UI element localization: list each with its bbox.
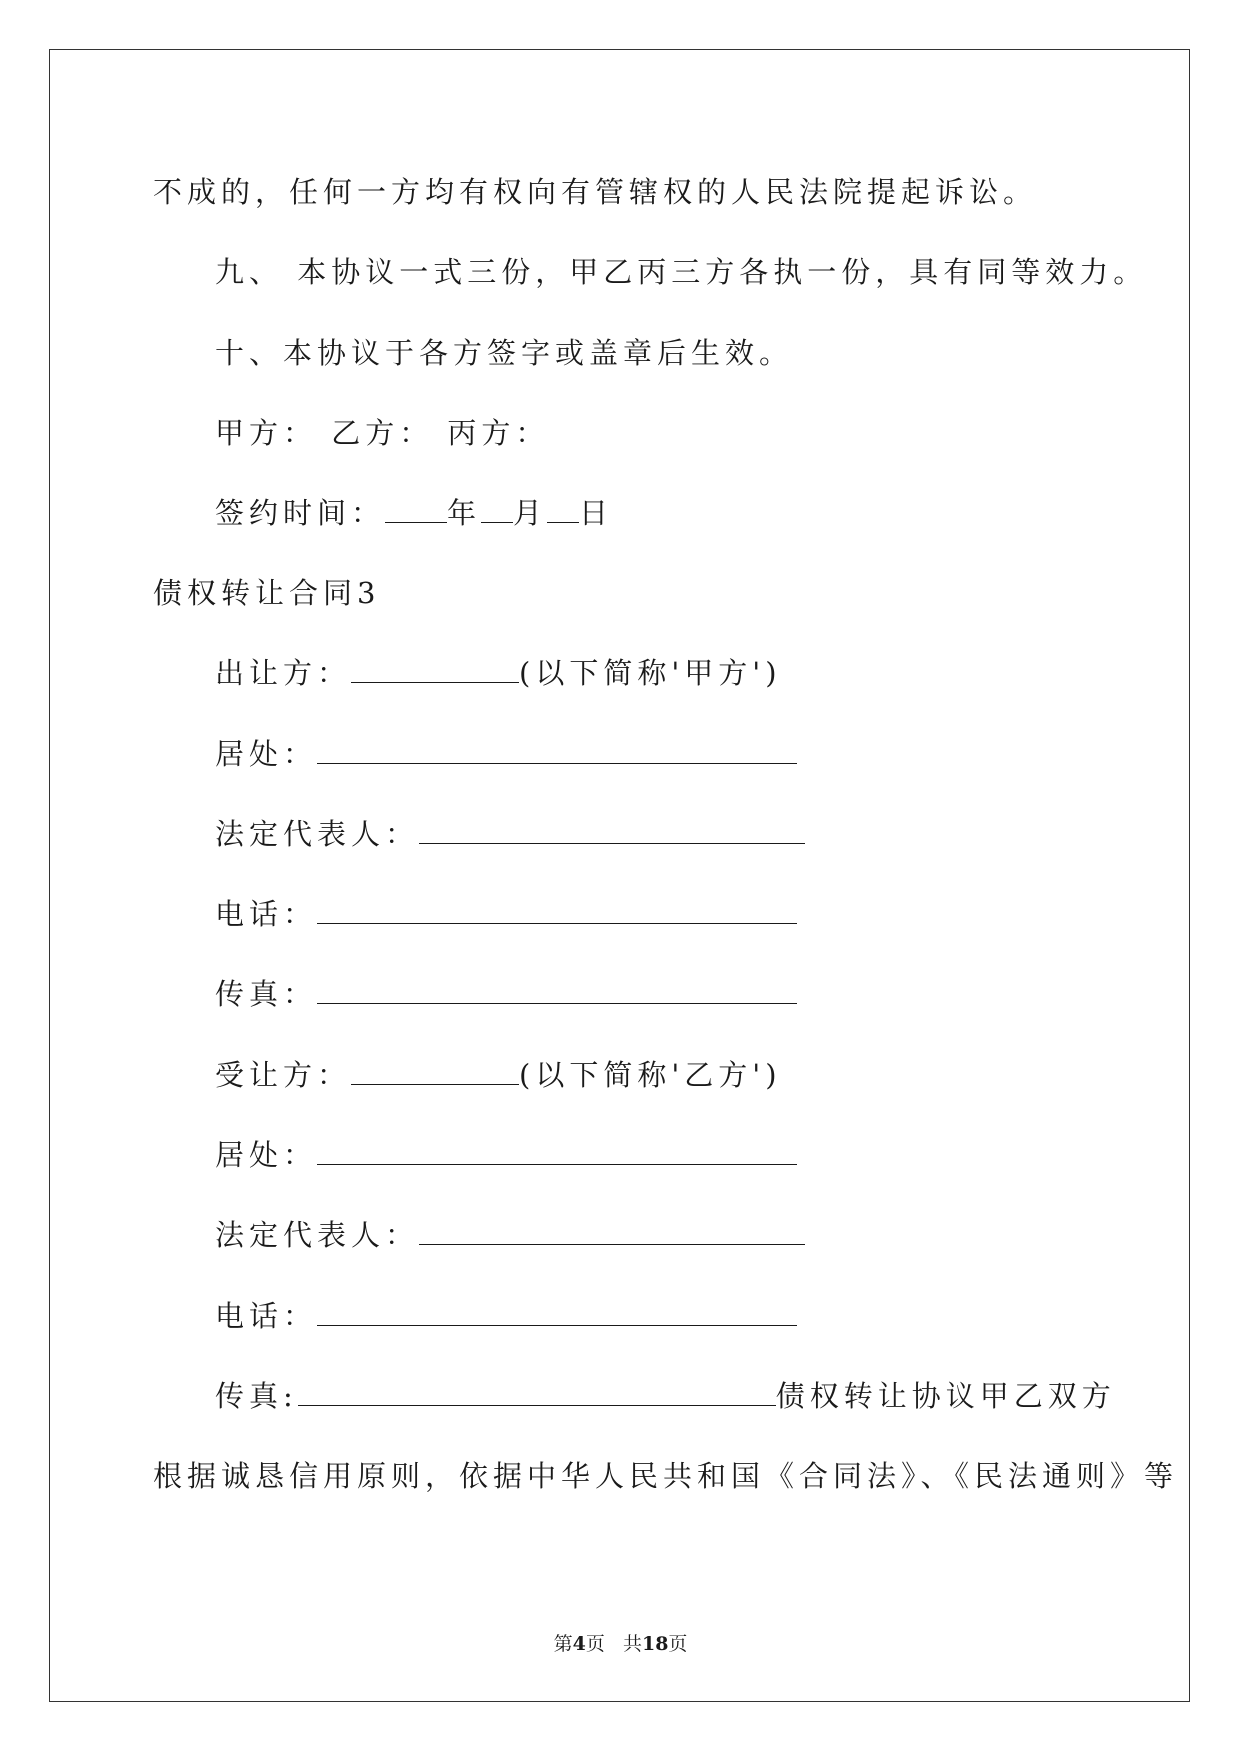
paragraph-clause-ten: 十、本协议于各方签字或盖章后生效。 [215,336,794,370]
legal-rep2-label: 法定代表人： [215,1218,420,1252]
address2-label: 居处： [215,1138,318,1172]
legal-rep1-blank [419,821,805,844]
address1-label: 居处： [215,737,318,771]
assignee-label: 受让方： [215,1058,352,1092]
phone2-line [215,1299,797,1333]
footer-prefix: 第 [553,1633,573,1655]
assignee-suffix: (以下简称'乙方') [519,1058,782,1092]
sign-date-line [215,496,614,530]
page-footer [0,1629,1241,1656]
legal-rep2-line [215,1218,805,1252]
phone2-label: 电话： [215,1299,318,1333]
day-blank [547,500,579,523]
fax1-line [215,977,797,1011]
fax1-label: 传真： [215,977,318,1011]
paragraph-litigation: 不成的，任何一方均有权向有管辖权的人民法院提起诉讼。 [153,175,1038,209]
paragraph-parties: 甲方： 乙方： 丙方： [215,416,550,450]
day-label: 日 [579,496,614,530]
legal-rep2-blank [419,1222,805,1245]
sign-date-label: 签约时间： [215,496,386,530]
phone1-blank [317,901,797,924]
phone1-label: 电话： [215,897,318,931]
month-blank [481,500,513,523]
assignor-blank [351,660,519,683]
fax2-suffix: 债权转让协议甲乙双方 [775,1379,1116,1413]
assignee-blank [351,1062,519,1085]
legal-rep1-line [215,817,805,851]
month-label: 月 [513,496,548,530]
footer-total-pages: 18 [641,1633,669,1655]
footer-total-unit: 页 [668,1633,688,1655]
paragraph-clause-nine: 九、 本协议一式三份，甲乙丙三方各执一份，具有同等效力。 [215,255,1148,289]
assignor-line [215,656,782,690]
footer-page-number: 4 [572,1633,586,1655]
fax2-line [215,1379,1116,1413]
year-label: 年 [447,496,482,530]
page-frame [49,49,1190,1702]
assignor-suffix: (以下简称'甲方') [519,656,782,690]
footer-page-unit: 页 [585,1633,605,1655]
phone1-line [215,897,797,931]
address2-blank [317,1142,797,1165]
assignor-label: 出让方： [215,656,352,690]
phone2-blank [317,1303,797,1326]
legal-rep1-label: 法定代表人： [215,817,420,851]
fax2-label: 传真: [215,1379,298,1413]
address1-line [215,737,797,771]
fax2-blank [298,1383,776,1406]
contract-heading: 债权转让合同3 [153,576,381,610]
year-blank [385,500,447,523]
address1-blank [317,741,797,764]
address2-line [215,1138,797,1172]
paragraph-basis: 根据诚恳信用原则，依据中华人民共和国《合同法》、《民法通则》等 [153,1459,1179,1493]
assignee-line [215,1058,782,1092]
fax1-blank [317,981,797,1004]
footer-total-prefix: 共 [622,1633,642,1655]
